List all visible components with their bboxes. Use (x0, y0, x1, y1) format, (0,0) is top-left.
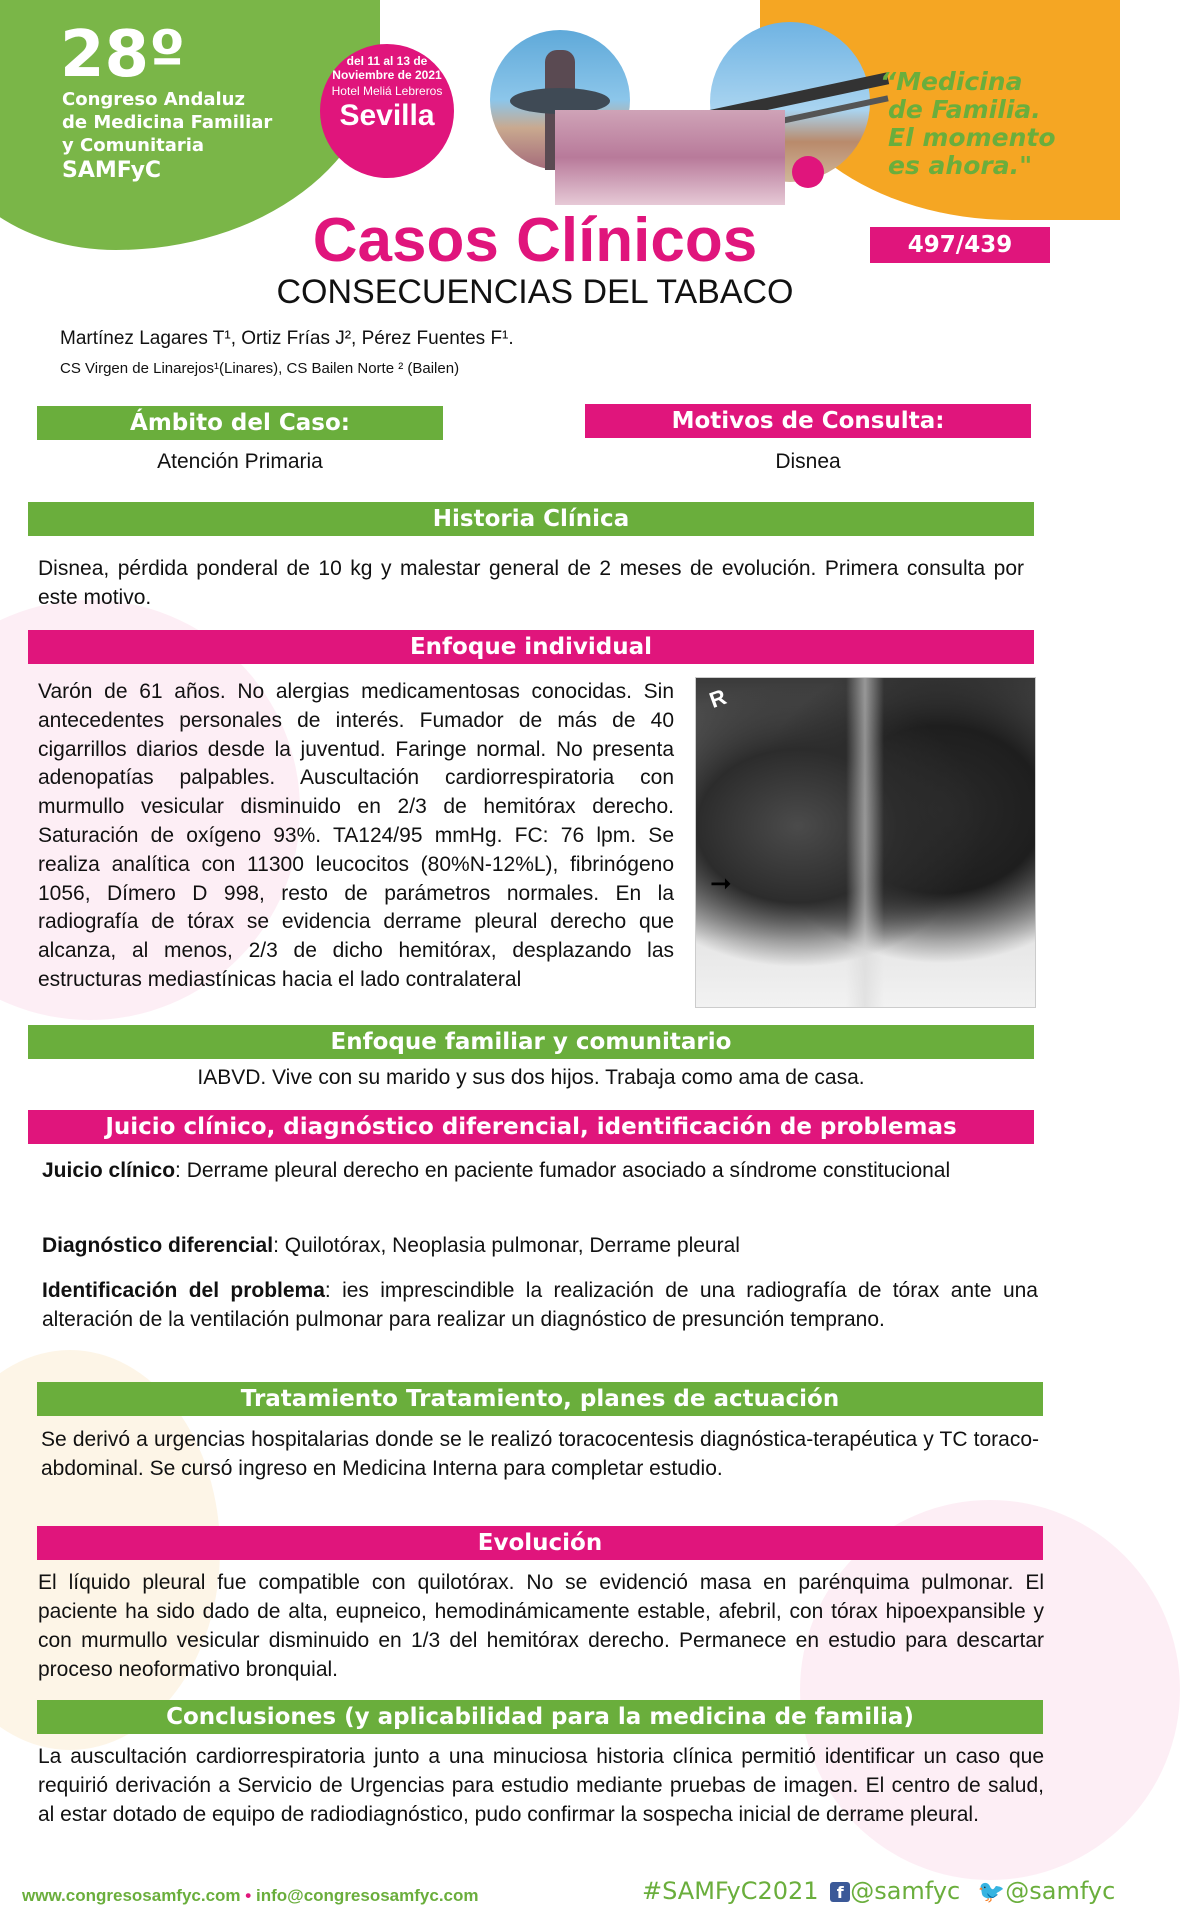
slogan-line: El momento (888, 123, 1056, 152)
motivos-header: Motivos de Consulta: (585, 404, 1031, 438)
footer-contact (22, 1886, 479, 1906)
diagnostico-diferencial-value: : Quilotórax, Neoplasia pulmonar, Derrame pleural (273, 1234, 740, 1257)
badge-dates-2: Noviembre de 2021 (332, 68, 442, 82)
identificacion-problema-label: Identificación del problema (42, 1279, 325, 1302)
slogan-line: “Medicina (880, 67, 1023, 96)
footer-website-link[interactable]: www.congresosamfyc.com (22, 1886, 241, 1905)
badge-city: Sevilla (339, 99, 435, 132)
ambito-header: Ámbito del Caso: (37, 406, 443, 440)
ambito-value: Atención Primaria (157, 450, 323, 473)
diagnostico-diferencial-text (42, 1231, 1038, 1260)
case-number-badge: 497/439 (870, 227, 1050, 263)
badge-hotel: Hotel Meliá Lebreros (331, 84, 443, 98)
date-badge (320, 44, 454, 178)
footer-separator: • (245, 1886, 252, 1905)
enfoque-individual-header: Enfoque individual (28, 630, 1034, 664)
enfoque-individual-text: Varón de 61 años. No alergias medicamentosas conocidas. Sin antecedentes personales de interés. Fumador de más de 40 cigarrillos diarios desde la juventud. Faringe normal. No presenta adenopatías palpables. Auscultación cardiorrespiratoria con murmullo vesicular disminuido en 2/3 de hemitórax derecho. Saturación de oxígeno 93%. TA124/95 mmHg. FC: 76 lpm. Se realiza analítica con 11300 leucocitos (80%N-12%L), fibrinógeno 1056, Dímero D 998, resto de parámetros normales. En la radiografía de tórax se evidencia derrame pleural derecho que alcanza, al menos, 2/3 de dicho hemitórax, desplazando las estructuras mediastínicas hacia el lado contralateral (38, 680, 674, 991)
slogan-line: de Familia. (888, 95, 1041, 124)
twitter-icon: 🐦 (977, 1879, 1006, 1905)
footer-email-link[interactable]: info@congresosamfyc.com (255, 1886, 479, 1905)
edition-number: 28º (60, 18, 186, 92)
authors: Martínez Lagares T¹, Ortiz Frías J², Pérez Fuentes F¹. (60, 328, 514, 349)
tratamiento-header: Tratamiento Tratamiento, planes de actuación (37, 1382, 1043, 1416)
footer-hashtag[interactable]: #SAMFyC2021 (642, 1877, 819, 1905)
conclusiones-header: Conclusiones (y aplicabilidad para la medicina de familia) (37, 1700, 1043, 1734)
facebook-icon: f (830, 1882, 850, 1902)
juicio-clinico-text (42, 1156, 1038, 1185)
congress-name (62, 88, 272, 185)
juicio-clinico-value: : Derrame pleural derecho en paciente fumador asociado a síndrome constitucional (175, 1159, 951, 1182)
footer-social (642, 1877, 1115, 1905)
header-pink-dot (792, 156, 824, 188)
footer-twitter-handle[interactable]: @samfyc (1005, 1877, 1116, 1905)
evolucion-text: El líquido pleural fue compatible con quilotórax. No se evidenció masa en parénquima pulmonar. El paciente ha sido dado de alta, eupneico, hemodinámicamente estable, afebril, con tórax hipoexpansible y con murmullo vesicular disminuido en 1/3 del hemitórax derecho. Permanece en estudio para descartar proceso neoformativo bronquial. (38, 1571, 1044, 1681)
historia-header: Historia Clínica (28, 502, 1034, 536)
congress-line: SAMFyC (62, 158, 162, 183)
badge-dates: del 11 al 13 de (346, 54, 428, 68)
case-subtitle: CONSECUENCIAS DEL TABACO (276, 273, 794, 311)
xray-arrow-icon: ➞ (710, 868, 732, 898)
page-title: Casos Clínicos (312, 206, 758, 275)
congress-line: Congreso Andaluz (62, 89, 245, 110)
slogan-line: es ahora." (888, 151, 1033, 180)
enfoque-familiar-header: Enfoque familiar y comunitario (28, 1025, 1034, 1059)
historia-text: Disnea, pérdida ponderal de 10 kg y malestar general de 2 meses de evolución. Primera consulta por este motivo. (38, 557, 1024, 609)
diagnostico-diferencial-label: Diagnóstico diferencial (42, 1234, 274, 1257)
identificacion-problema-text (42, 1276, 1038, 1334)
juicio-header: Juicio clínico, diagnóstico diferencial, identificación de problemas (28, 1110, 1034, 1144)
motivos-value: Disnea (775, 450, 841, 473)
evolucion-header: Evolución (37, 1526, 1043, 1560)
slogan (880, 68, 1056, 180)
chest-xray-image (695, 677, 1036, 1008)
congress-line: y Comunitaria (62, 135, 205, 156)
xray-marker: R (706, 684, 730, 713)
footer-facebook-handle[interactable]: @samfyc (850, 1877, 961, 1905)
tratamiento-text: Se derivó a urgencias hospitalarias donde se le realizó toracocentesis diagnóstica-terapéutica y TC toraco-abdominal. Se cursó ingreso en Medicina Interna para completar estudio. (41, 1428, 1039, 1480)
health-centers: CS Virgen de Linarejos¹(Linares), CS Bailen Norte ² (Bailen) (60, 360, 460, 377)
photo-building (555, 110, 785, 205)
enfoque-familiar-text: IABVD. Vive con su marido y sus dos hijos. Trabaja como ama de casa. (197, 1066, 865, 1089)
juicio-clinico-label: Juicio clínico (42, 1159, 176, 1182)
identificacion-problema-value: : ies imprescindible la realización de una radiografía de tórax ante una alteración de la ventilación pulmonar para realizar un diagnóstico de presunción temprano. (42, 1279, 1038, 1331)
conclusiones-text: La auscultación cardiorrespiratoria junto a una minuciosa historia clínica permitió identificar un caso que requirió derivación a Servicio de Urgencias para estudio mediante pruebas de imagen. El centro de salud, al estar dotado de equipo de radiodiagnóstico, pudo confirmar la sospecha inicial de derrame pleural. (38, 1745, 1044, 1826)
congress-line: de Medicina Familiar (62, 112, 273, 133)
